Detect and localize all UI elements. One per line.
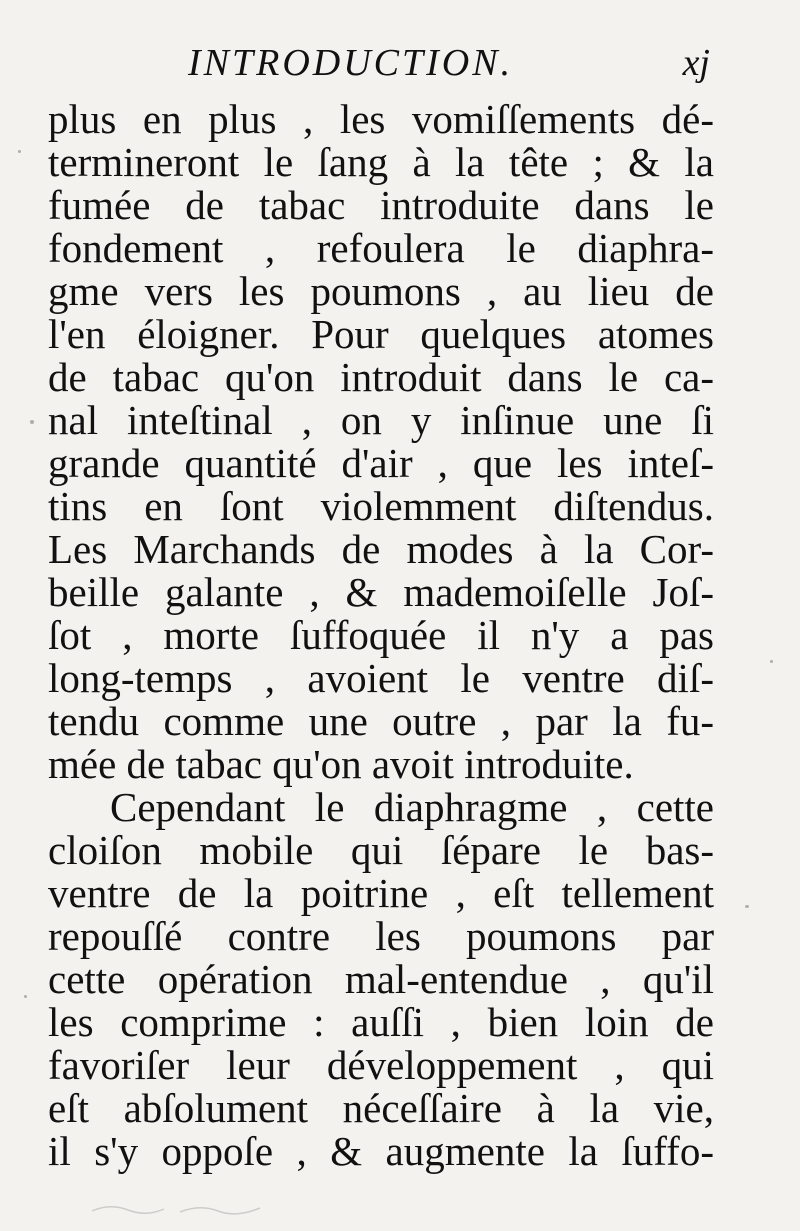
text-line: favoriſer leur développement , qui	[48, 1042, 714, 1088]
paper-speck	[745, 905, 749, 908]
text-line: nal inteſtinal , on y inſinue une ſi	[48, 397, 714, 443]
text-line: cloiſon mobile qui ſépare le bas-	[48, 827, 714, 873]
text-line: l'en éloigner. Pour quelques atomes	[48, 311, 714, 357]
text-line: fumée de tabac introduite dans le	[48, 182, 714, 228]
text-line: plus en plus , les vomiſſements dé-	[48, 96, 714, 142]
text-line: il s'y oppoſe , & augmente la ſuffo-	[48, 1128, 714, 1174]
text-line: tins en ſont violemment diſtendus.	[48, 483, 714, 529]
text-line: beille galante , & mademoiſelle Joſ-	[48, 569, 714, 615]
running-title: INTRODUCTION.	[188, 42, 514, 84]
running-header	[180, 38, 710, 88]
paper-speck	[18, 150, 21, 153]
body-text	[48, 98, 714, 1173]
text-line: fondement , refoulera le diaphra-	[48, 225, 714, 271]
text-line: ſot , morte ſuffoquée il n'y a pas	[48, 612, 714, 658]
page-number: xj	[682, 42, 710, 84]
text-line: eſt abſolument néceſſaire à la vie,	[48, 1085, 714, 1131]
text-line: tendu comme une outre , par la fu-	[48, 698, 714, 744]
text-line: Les Marchands de modes à la Cor-	[48, 526, 714, 572]
paragraph-end-line: mée de tabac qu'on avoit introduite.	[48, 741, 634, 787]
paragraph-first-line: Cependant le diaphragme , cette	[110, 784, 714, 830]
faint-bleed-through-marks	[90, 1199, 270, 1217]
paper-speck	[24, 995, 27, 998]
text-line: gme vers les poumons , au lieu de	[48, 268, 714, 314]
text-line: cette opération mal-entendue , qu'il	[48, 956, 714, 1002]
text-line: de tabac qu'on introduit dans le ca-	[48, 354, 714, 400]
text-line: long-temps , avoient le ventre diſ-	[48, 655, 714, 701]
text-line: les comprime : auſſi , bien loin de	[48, 999, 714, 1045]
text-line: ventre de la poitrine , eſt tellement	[48, 870, 714, 916]
text-line: termineront le ſang à la tête ; & la	[48, 139, 714, 185]
paper-speck	[30, 420, 34, 424]
paper-speck	[770, 660, 773, 663]
text-line: grande quantité d'air , que les inteſ-	[48, 440, 714, 486]
text-line: repouſſé contre les poumons par	[48, 913, 714, 959]
